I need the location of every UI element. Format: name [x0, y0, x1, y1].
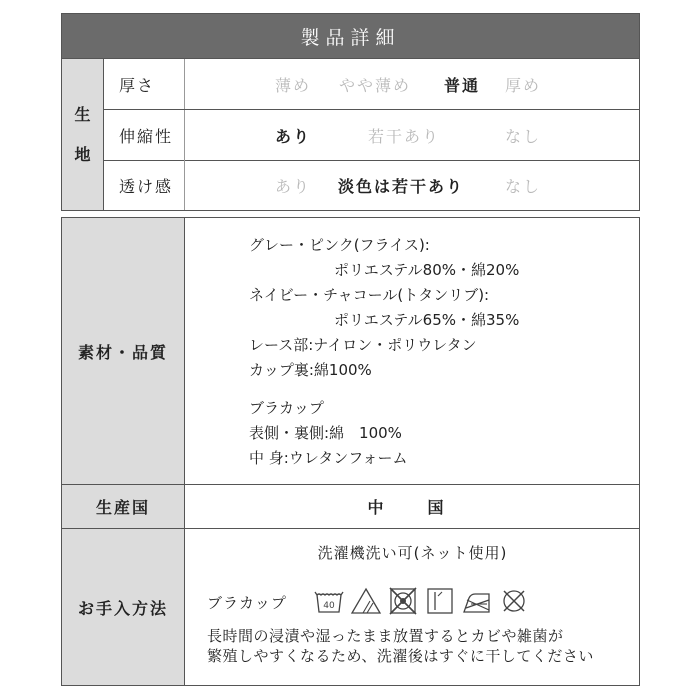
thickness-option-normal: 普通 — [444, 75, 481, 95]
material-line-4: ポリエステル65%・綿35% — [334, 311, 520, 329]
care-label: お手入方法 — [62, 529, 185, 685]
material-line-6: カップ裏:綿100% — [249, 361, 372, 379]
material-label: 素材・品質 — [62, 218, 185, 484]
bleach-ok-icon — [350, 586, 382, 616]
spec-table — [61, 217, 640, 686]
material-line-1: グレー・ピンク(フライス): — [249, 236, 430, 254]
origin-label: 生産国 — [62, 485, 185, 528]
details-title: 製品詳細 — [300, 26, 401, 49]
no-tumble-dry-icon — [387, 586, 419, 616]
thickness-options — [185, 59, 640, 109]
thickness-option-thick: 厚め — [505, 75, 542, 95]
line-dry-icon — [424, 586, 456, 616]
transparency-option-light-colors: 淡色は若干あり — [338, 176, 465, 196]
care-note-line-2: 繁殖しやすくなるため、洗濯後はすぐに干してください — [207, 647, 594, 665]
fabric-row-stretch — [103, 110, 640, 161]
fabric-label-line-1: 生 — [74, 104, 91, 124]
fabric-label-line-2: 地 — [74, 144, 91, 164]
transparency-options — [185, 160, 640, 210]
material-line-5: レース部:ナイロン・ポリウレタン — [249, 336, 477, 354]
fabric-section — [61, 59, 640, 211]
thickness-option-thin: 薄め — [275, 75, 312, 95]
wash-temp-text: 40 — [323, 601, 335, 611]
details-header — [61, 13, 640, 59]
care-note-line-1: 長時間の浸漬や湿ったまま放置するとカビや雑菌が — [207, 627, 564, 645]
wash-40-icon — [313, 586, 345, 616]
material-line-2: ポリエステル80%・綿20% — [334, 261, 520, 279]
material-line-7: ブラカップ — [249, 399, 324, 417]
material-line-8: 表側・裏側:綿 100% — [249, 424, 402, 442]
thickness-option-slightly-thin: やや薄め — [339, 75, 412, 95]
care-icons — [313, 586, 530, 616]
stretch-option-none: なし — [505, 126, 542, 146]
stretch-label: 伸縮性 — [103, 110, 185, 160]
material-line-9: 中 身:ウレタンフォーム — [249, 449, 408, 467]
stretch-option-yes: あり — [275, 126, 312, 146]
thickness-label: 厚さ — [103, 59, 185, 109]
transparency-option-yes: あり — [275, 176, 312, 196]
bra-cup-label: ブラカップ — [207, 593, 287, 612]
care-value — [186, 529, 639, 685]
material-value — [186, 218, 639, 484]
origin-value: 中 国 — [367, 498, 458, 517]
fabric-label — [62, 59, 104, 210]
fabric-row-thickness — [103, 59, 640, 110]
stretch-option-slight: 若干あり — [368, 126, 441, 146]
care-title: 洗濯機洗い可(ネット使用) — [317, 544, 508, 562]
fabric-row-transparency — [103, 160, 640, 210]
no-dry-clean-icon — [498, 586, 530, 616]
care-note — [207, 626, 594, 666]
transparency-option-none: なし — [505, 176, 542, 196]
iron-cloth-icon — [461, 586, 493, 616]
stretch-options — [185, 110, 640, 160]
material-line-3: ネイビー・チャコール(トタンリブ): — [249, 286, 490, 304]
transparency-label: 透け感 — [103, 160, 185, 210]
